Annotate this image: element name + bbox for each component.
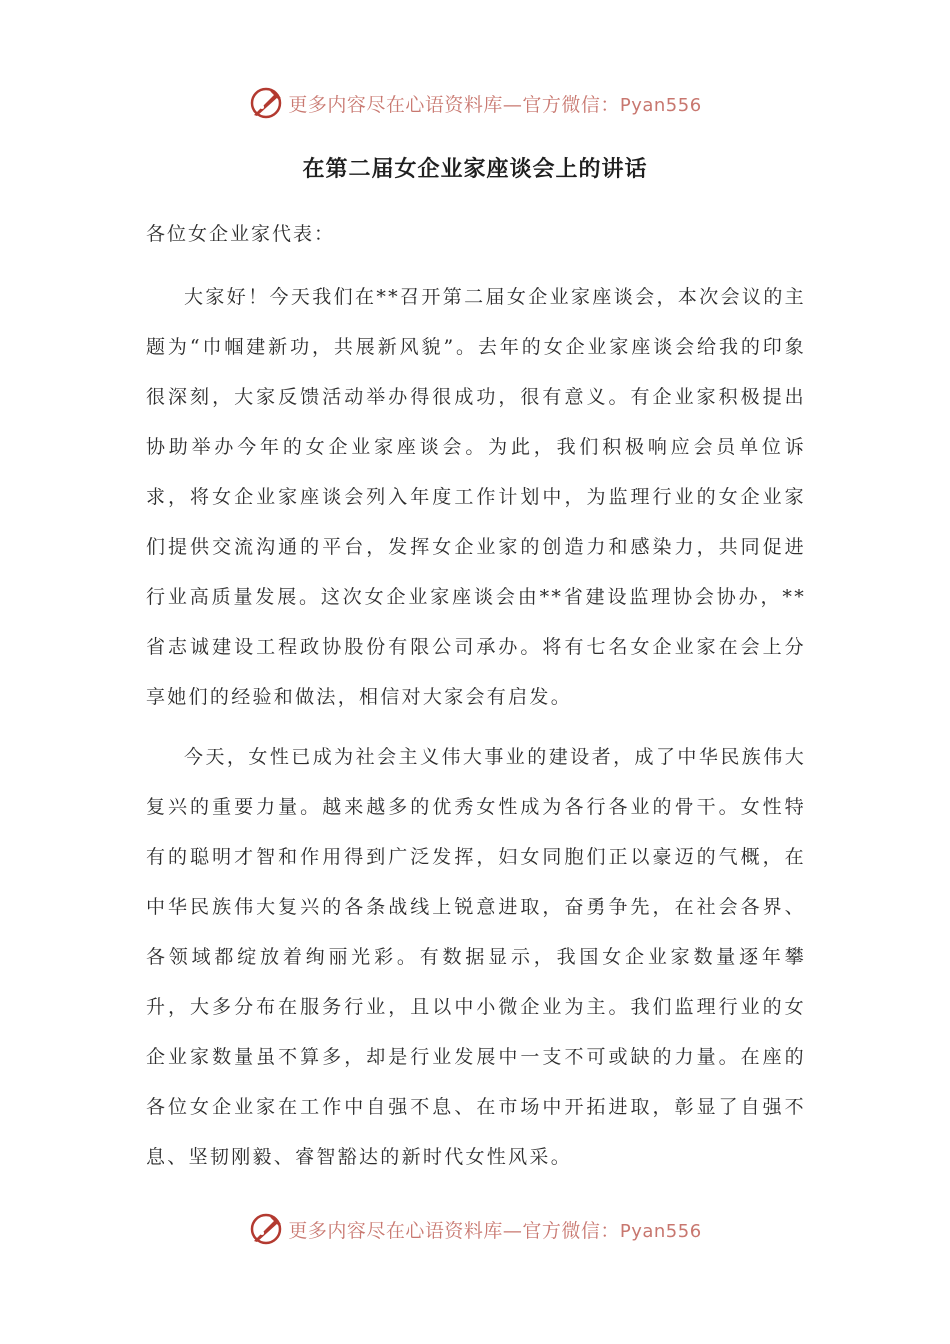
watermark-handle: Pyan556 <box>619 1220 702 1242</box>
watermark-text <box>288 90 701 117</box>
footer-watermark-banner <box>0 1209 950 1249</box>
document-title: 在第二届女企业家座谈会上的讲话 <box>302 157 648 182</box>
paragraph-2: 今天，女性已成为社会主义伟大事业的建设者，成了中华民族伟大复兴的重要力量。越来越多的优秀女性成为各行各业的骨干。女性特有的聪明才智和作用得到广泛发挥，妇女同胞们正以豪迈的气概，在中华民族伟大复兴的各条战线上锐意进取，奋勇争先，在社会各界、各领域都绽放着绚丽光彩。有数据显示，我国女企业家数量逐年攀升，大多分布在服务行业，且以中小微企业为主。我们监理行业的女企业家数量虽不算多，却是行业发展中一支不可或缺的力量。在座的各位女企业家在工作中自强不息、在市场中开拓进取，彰显了自强不息、坚韧刚毅、睿智豁达的新时代女性风采。 <box>146 746 806 1168</box>
watermark-text <box>288 1216 701 1243</box>
watermark-label: 更多内容尽在心语资料库—官方微信： <box>288 93 620 116</box>
watermark-handle: Pyan556 <box>619 94 702 116</box>
salutation: 各位女企业家代表： <box>146 223 336 245</box>
watermark-label: 更多内容尽在心语资料库—官方微信： <box>288 1219 620 1242</box>
paragraph-1: 大家好！今天我们在**召开第二届女企业家座谈会，本次会议的主题为“巾帼建新功，共展新风貌”。去年的女企业家座谈会给我的印象很深刻，大家反馈活动举办得很成功，很有意义。有企业家积极提出协助举办今年的女企业家座谈会。为此，我们积极响应会员单位诉求，将女企业家座谈会列入年度工作计划中，为监理行业的女企业家们提供交流沟通的平台，发挥女企业家的创造力和感染力，共同促进行业高质量发展。这次女企业家座谈会由**省建设监理协会协办，**省志诚建设工程政协股份有限公司承办。将有七名女企业家在会上分享她们的经验和做法，相信对大家会有启发。 <box>146 286 806 708</box>
pen-logo-icon <box>248 85 284 121</box>
header-watermark-banner <box>0 83 950 123</box>
pen-logo-icon <box>248 1211 284 1247</box>
